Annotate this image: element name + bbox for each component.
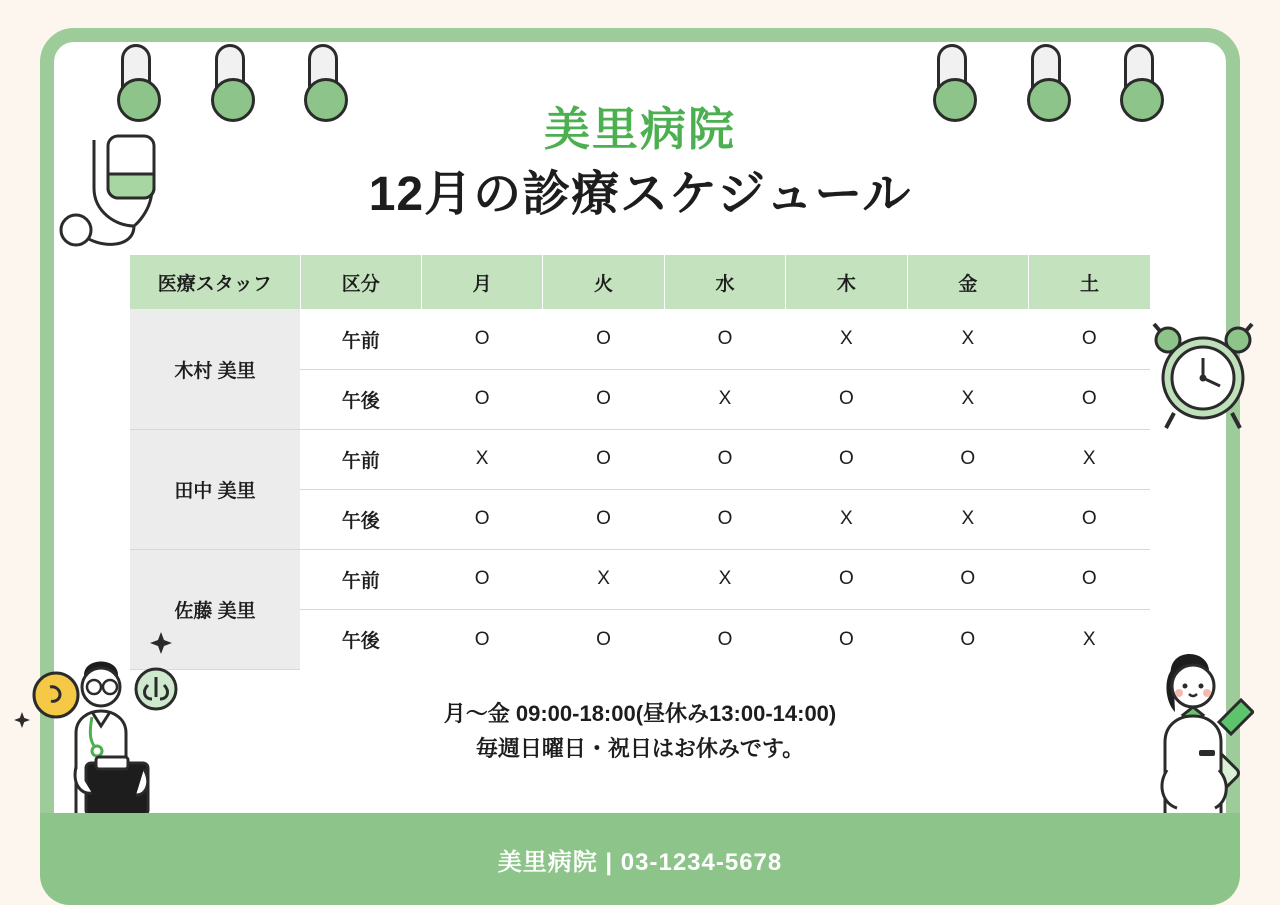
schedule-table-wrap [54, 255, 1226, 670]
staff-name: 佐藤 美里 [130, 549, 300, 669]
availability-cell: X [1029, 429, 1150, 489]
holiday-line: 毎週日曜日・祝日はお休みです。 [475, 736, 805, 762]
availability-cell: X [907, 369, 1028, 429]
availability-cell: O [664, 429, 785, 489]
availability-cell: X [1082, 628, 1096, 650]
clip-pin-icon [121, 44, 151, 118]
availability-cell: O [543, 429, 664, 489]
availability-cell: O [907, 549, 1028, 609]
period-label: 午後 [341, 631, 380, 653]
staff-name: 田中 美里 [130, 429, 300, 549]
staff-name: 木村 美里 [130, 309, 300, 429]
availability-cell: O [596, 628, 611, 650]
availability-cell: O [421, 549, 542, 609]
column-header-tue: 火 [543, 255, 664, 309]
availability-cell: X [907, 309, 1028, 369]
clip-pin-icon [937, 44, 967, 118]
doctor-female-illustration [1069, 630, 1254, 835]
sparkle-icon [150, 632, 172, 659]
availability-cell: X [786, 309, 907, 369]
clip-pin-icon [215, 44, 245, 118]
hospital-name: 美里病院 [544, 103, 736, 155]
period-label: 午前 [300, 549, 421, 609]
hours-notes [54, 696, 1226, 766]
availability-cell: O [1029, 369, 1150, 429]
column-header-wed: 水 [664, 255, 785, 309]
availability-cell: X [664, 369, 785, 429]
column-header-period: 区分 [300, 255, 421, 309]
sparkle-icon [14, 712, 30, 733]
availability-cell: O [1029, 549, 1150, 609]
availability-cell: O [960, 628, 976, 650]
availability-cell: O [786, 549, 907, 609]
availability-cell: O [474, 628, 490, 650]
availability-cell: O [664, 489, 785, 549]
availability-cell: O [543, 369, 664, 429]
clip-pin-icon [1124, 44, 1154, 118]
availability-cell: X [664, 549, 785, 609]
stethoscope-icon [56, 130, 206, 315]
table-row [130, 309, 1150, 369]
availability-cell: O [786, 429, 907, 489]
availability-cell: X [786, 489, 907, 549]
schedule-table [130, 255, 1150, 670]
doctor-male-illustration [28, 637, 203, 827]
clip-pin-icon [308, 44, 338, 118]
page-title: 12月の診療スケジュール [368, 167, 912, 221]
availability-cell: X [907, 489, 1028, 549]
column-header-staff: 医療スタッフ [130, 255, 300, 309]
availability-cell: O [1029, 489, 1150, 549]
column-header-fri: 金 [907, 255, 1028, 309]
availability-cell: O [543, 309, 664, 369]
column-header-sat: 土 [1029, 255, 1150, 309]
period-label: 午前 [300, 429, 421, 489]
availability-cell: O [664, 309, 785, 369]
clip-pin-icon [1031, 44, 1061, 118]
column-header-thu: 木 [786, 255, 907, 309]
clip-pins [0, 44, 1280, 118]
availability-cell: O [717, 628, 733, 650]
period-label: 午前 [300, 309, 421, 369]
poster-content [54, 42, 1226, 832]
alarm-clock-icon [1148, 318, 1258, 443]
period-label: 午後 [300, 489, 421, 549]
table-header-row [130, 255, 1150, 309]
availability-cell: O [907, 429, 1028, 489]
hours-line: 月〜金 09:00-18:00(昼休み13:00-14:00) [443, 700, 837, 726]
period-label: 午後 [300, 369, 421, 429]
footer-contact: 美里病院 | 03-1234-5678 [497, 848, 783, 876]
table-row [130, 429, 1150, 489]
column-header-mon: 月 [421, 255, 542, 309]
table-row [130, 549, 1150, 609]
availability-cell: O [543, 489, 664, 549]
availability-cell: X [421, 429, 542, 489]
availability-cell: O [1029, 309, 1150, 369]
availability-cell: O [786, 369, 907, 429]
availability-cell: X [543, 549, 664, 609]
footer-bar [40, 813, 1240, 905]
availability-cell: O [421, 489, 542, 549]
availability-cell: O [839, 628, 854, 650]
availability-cell: O [421, 369, 542, 429]
availability-cell: O [421, 309, 542, 369]
